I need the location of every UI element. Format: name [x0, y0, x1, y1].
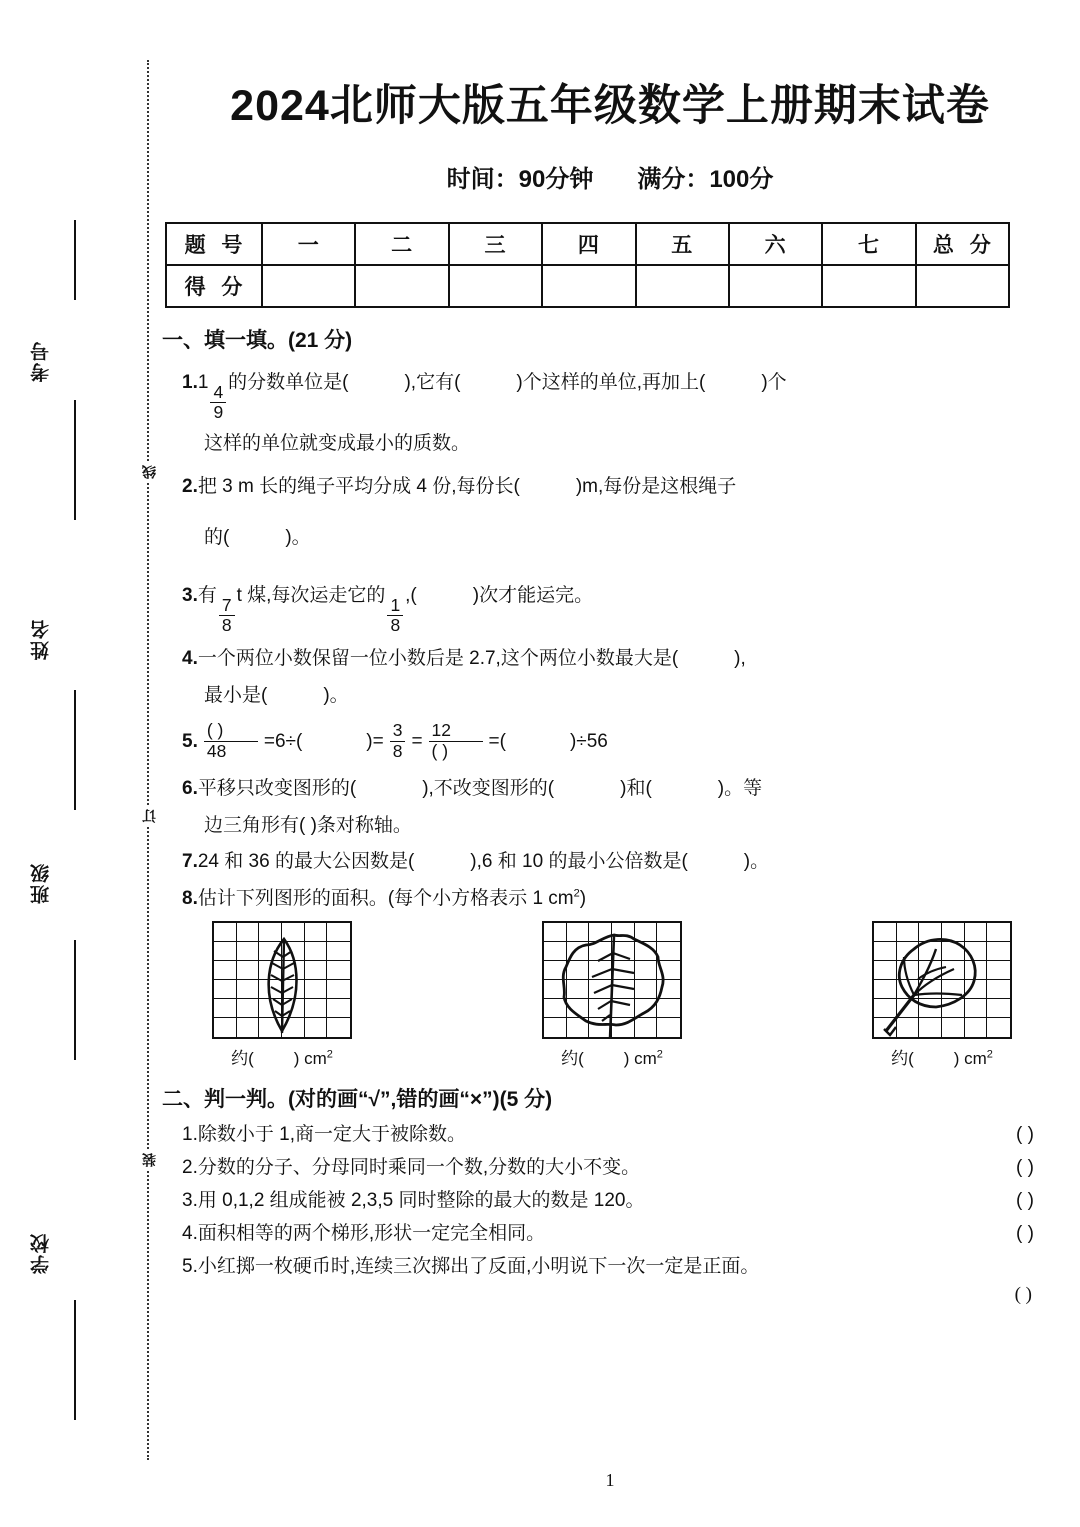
question-2-2 — [182, 1152, 1060, 1179]
grid-box-2 — [542, 921, 682, 1039]
margin-field-xingming: 姓名 — [31, 618, 52, 660]
q5-op-1: =6÷( — [263, 730, 303, 752]
question-2-5-text: 小红掷一枚硬币时,连续三次掷出了反面,小明说下一次一定是正面。 — [197, 1256, 760, 1278]
q5-op-3: =( — [488, 730, 506, 752]
question-2-4 — [182, 1218, 1060, 1245]
question-1-6-line2 — [182, 811, 1060, 840]
seal-dotted-line — [147, 60, 149, 1460]
score-table-col-1: 一 — [262, 223, 355, 265]
q3-text-4: )次才能运完。 — [472, 584, 594, 606]
exam-time: 时间：90分钟 — [446, 166, 594, 193]
page-number: 1 — [605, 1470, 615, 1490]
q4-line2-text-1: 最小是( — [204, 684, 268, 706]
question-2-1-number: 1. — [182, 1124, 198, 1146]
question-1-2-number: 2. — [182, 476, 198, 498]
question-1-1-number: 1. — [182, 372, 198, 393]
question-2-1-answer-paren[interactable]: ( ) — [1016, 1124, 1034, 1146]
question-2-5 — [182, 1251, 1060, 1278]
question-1-4-number: 4. — [182, 648, 198, 670]
question-2-2-answer-paren[interactable]: ( ) — [1016, 1157, 1034, 1179]
margin-field-banji: 班级 — [31, 862, 52, 904]
q5-fraction-2: $\frac{3}{8}$ — [390, 722, 406, 760]
q8-text-2: ) — [579, 887, 587, 909]
q3-text-2: t 煤,每次运走它的 — [236, 584, 386, 606]
q5-equals: = — [411, 730, 423, 752]
q8-superscript: 2 — [573, 887, 580, 900]
question-1-5 — [182, 722, 1060, 760]
margin-rule-5 — [74, 1300, 76, 1420]
q2-text-1: 把 3 m 长的绳子平均分成 4 份,每份长( — [197, 476, 520, 498]
score-cell-7[interactable] — [822, 265, 915, 307]
exam-meta — [160, 159, 1060, 194]
figure-3 — [842, 921, 1042, 1069]
table-row-scores — [166, 265, 1009, 307]
seal-char-xian: 线 — [139, 462, 159, 482]
question-2-3 — [182, 1185, 1060, 1212]
q6-text-3: )和( — [620, 778, 652, 800]
q5-fraction-3[interactable]: $\frac{12}{( )}$ — [429, 722, 483, 760]
score-cell-4[interactable] — [542, 265, 635, 307]
score-cell-2[interactable] — [355, 265, 448, 307]
q8-text-1: 估计下列图形的面积。(每个小方格表示 1 cm — [197, 887, 574, 909]
q1-line2-text: 这样的单位就变成最小的质数。 — [204, 432, 471, 454]
score-table-col-7: 七 — [822, 223, 915, 265]
question-1-5-number: 5. — [182, 730, 198, 752]
q5-fraction-1[interactable]: $\frac{( )}{48}$ — [204, 722, 258, 760]
figure-2-caption: 约( ) $cm^2$ — [561, 1048, 663, 1069]
q3-fraction-2: $\frac{1}{8}$ — [387, 597, 403, 635]
narrow-leaf-icon — [214, 923, 354, 1041]
q6-line2-text: 边三角形有( )条对称轴。 — [204, 814, 412, 836]
question-1-7-number: 7. — [182, 851, 198, 873]
question-2-4-answer-paren[interactable]: ( ) — [1016, 1223, 1034, 1245]
score-table-row-label-2: 得 分 — [166, 265, 262, 307]
score-table-col-4: 四 — [542, 223, 635, 265]
q1-text-3: )个这样的单位,再加上( — [516, 372, 706, 393]
score-cell-6[interactable] — [729, 265, 822, 307]
area-estimation-figures — [182, 921, 1042, 1069]
question-2-3-text: 用 0,1,2 组成能被 2,3,5 同时整除的最大的数是 120。 — [197, 1190, 645, 1212]
q2-line2-text-1: 的( — [204, 527, 230, 549]
q3-text-3: ,( — [405, 584, 417, 606]
margin-rule-2 — [74, 400, 76, 520]
q4-text-2: ), — [734, 648, 746, 670]
question-2-5-answer-paren[interactable]: ( ) — [1014, 1284, 1032, 1306]
q2-text-2: )m,每份是这根绳子 — [575, 476, 737, 498]
ginkgo-leaf-icon — [874, 923, 1014, 1041]
figure-3-caption: 约( ) $cm^2$ — [891, 1048, 993, 1069]
figure-2 — [512, 921, 712, 1069]
q1-fraction: $\frac{4}{9}$ — [210, 384, 226, 422]
q5-op-4: )÷56 — [569, 730, 608, 752]
seal-char-ding: 订 — [139, 806, 159, 826]
score-table-col-6: 六 — [729, 223, 822, 265]
q6-text-1: 平移只改变图形的( — [197, 778, 357, 800]
score-table-col-5: 五 — [636, 223, 729, 265]
q6-text-4: )。等 — [717, 778, 763, 800]
q1-whole: 1 — [197, 372, 209, 393]
score-table — [165, 222, 1010, 308]
exam-total-score: 满分：100分 — [637, 166, 774, 193]
margin-field-kaohao: 考号 — [31, 340, 52, 382]
question-2-1-text: 除数小于 1,商一定大于被除数。 — [197, 1124, 466, 1146]
question-1-4-line2 — [182, 681, 1060, 710]
question-2-3-number: 3. — [182, 1190, 198, 1212]
question-1-1 — [182, 360, 1060, 422]
question-1-2 — [182, 472, 1060, 501]
question-1-1-line2 — [182, 429, 1060, 458]
section-2-heading: 二、判一判。(对的画“√”,错的画“×”)(5 分) — [162, 1088, 553, 1112]
score-table-col-2: 二 — [355, 223, 448, 265]
q4-line2-text-2: )。 — [323, 684, 349, 706]
score-cell-3[interactable] — [449, 265, 542, 307]
exam-page — [160, 0, 1060, 1527]
margin-field-xuexiao: 学校 — [31, 1232, 52, 1274]
student-info-margin — [0, 0, 157, 1527]
q1-text-4: )个 — [761, 372, 787, 393]
table-row-question-numbers — [166, 223, 1009, 265]
score-table-row-label-1: 题 号 — [166, 223, 262, 265]
q1-text-1: 的分数单位是( — [228, 372, 349, 393]
q3-fraction-1: $\frac{7}{8}$ — [219, 597, 235, 635]
score-cell-total[interactable] — [916, 265, 1009, 307]
q6-text-2: ),不改变图形的( — [422, 778, 555, 800]
score-table-col-3: 三 — [449, 223, 542, 265]
question-1-8-number: 8. — [182, 887, 198, 909]
margin-rule-3 — [74, 690, 76, 810]
grid-box-3 — [872, 921, 1012, 1039]
q7-text-1: 24 和 36 的最大公因数是( — [197, 851, 415, 873]
q4-text-1: 一个两位小数保留一位小数后是 2.7,这个两位小数最大是( — [197, 648, 679, 670]
q3-text-1: 有 — [197, 584, 217, 606]
question-2-1 — [182, 1119, 1060, 1146]
question-2-2-number: 2. — [182, 1157, 198, 1179]
score-cell-1[interactable] — [262, 265, 355, 307]
question-1-7 — [182, 847, 1060, 876]
section-1-heading: 一、填一填。(21 分) — [162, 329, 353, 352]
question-1-8 — [182, 884, 1060, 913]
question-2-4-text: 面积相等的两个梯形,形状一定完全相同。 — [197, 1223, 546, 1245]
q2-line2-text-2: )。 — [285, 527, 311, 549]
score-cell-5[interactable] — [636, 265, 729, 307]
question-2-2-text: 分数的分子、分母同时乘同一个数,分数的大小不变。 — [197, 1157, 641, 1179]
seal-char-zhuang: 装 — [139, 1150, 159, 1170]
question-1-2-line2 — [182, 523, 1060, 552]
question-2-5-number: 5. — [182, 1256, 198, 1278]
margin-rule-1 — [74, 220, 76, 300]
score-table-col-total: 总 分 — [916, 223, 1009, 265]
q7-text-3: )。 — [743, 851, 770, 873]
question-1-3-number: 3. — [182, 584, 198, 606]
question-1-6 — [182, 774, 1060, 803]
grid-box-1 — [212, 921, 352, 1039]
figure-1-caption: 约( ) $cm^2$ — [231, 1048, 333, 1069]
figure-1 — [182, 921, 382, 1069]
question-1-4 — [182, 644, 1060, 673]
question-1-6-number: 6. — [182, 778, 198, 800]
question-2-4-number: 4. — [182, 1223, 198, 1245]
q1-text-2: ),它有( — [404, 372, 461, 393]
page-title: 2024北师大版五年级数学上册期末试卷 — [230, 82, 990, 130]
broad-leaf-icon — [544, 923, 684, 1041]
q5-op-2: )= — [366, 730, 384, 752]
question-1-3 — [182, 573, 1060, 635]
margin-rule-4 — [74, 940, 76, 1060]
q7-text-2: ),6 和 10 的最小公倍数是( — [470, 851, 688, 873]
question-2-3-answer-paren[interactable]: ( ) — [1016, 1190, 1034, 1212]
